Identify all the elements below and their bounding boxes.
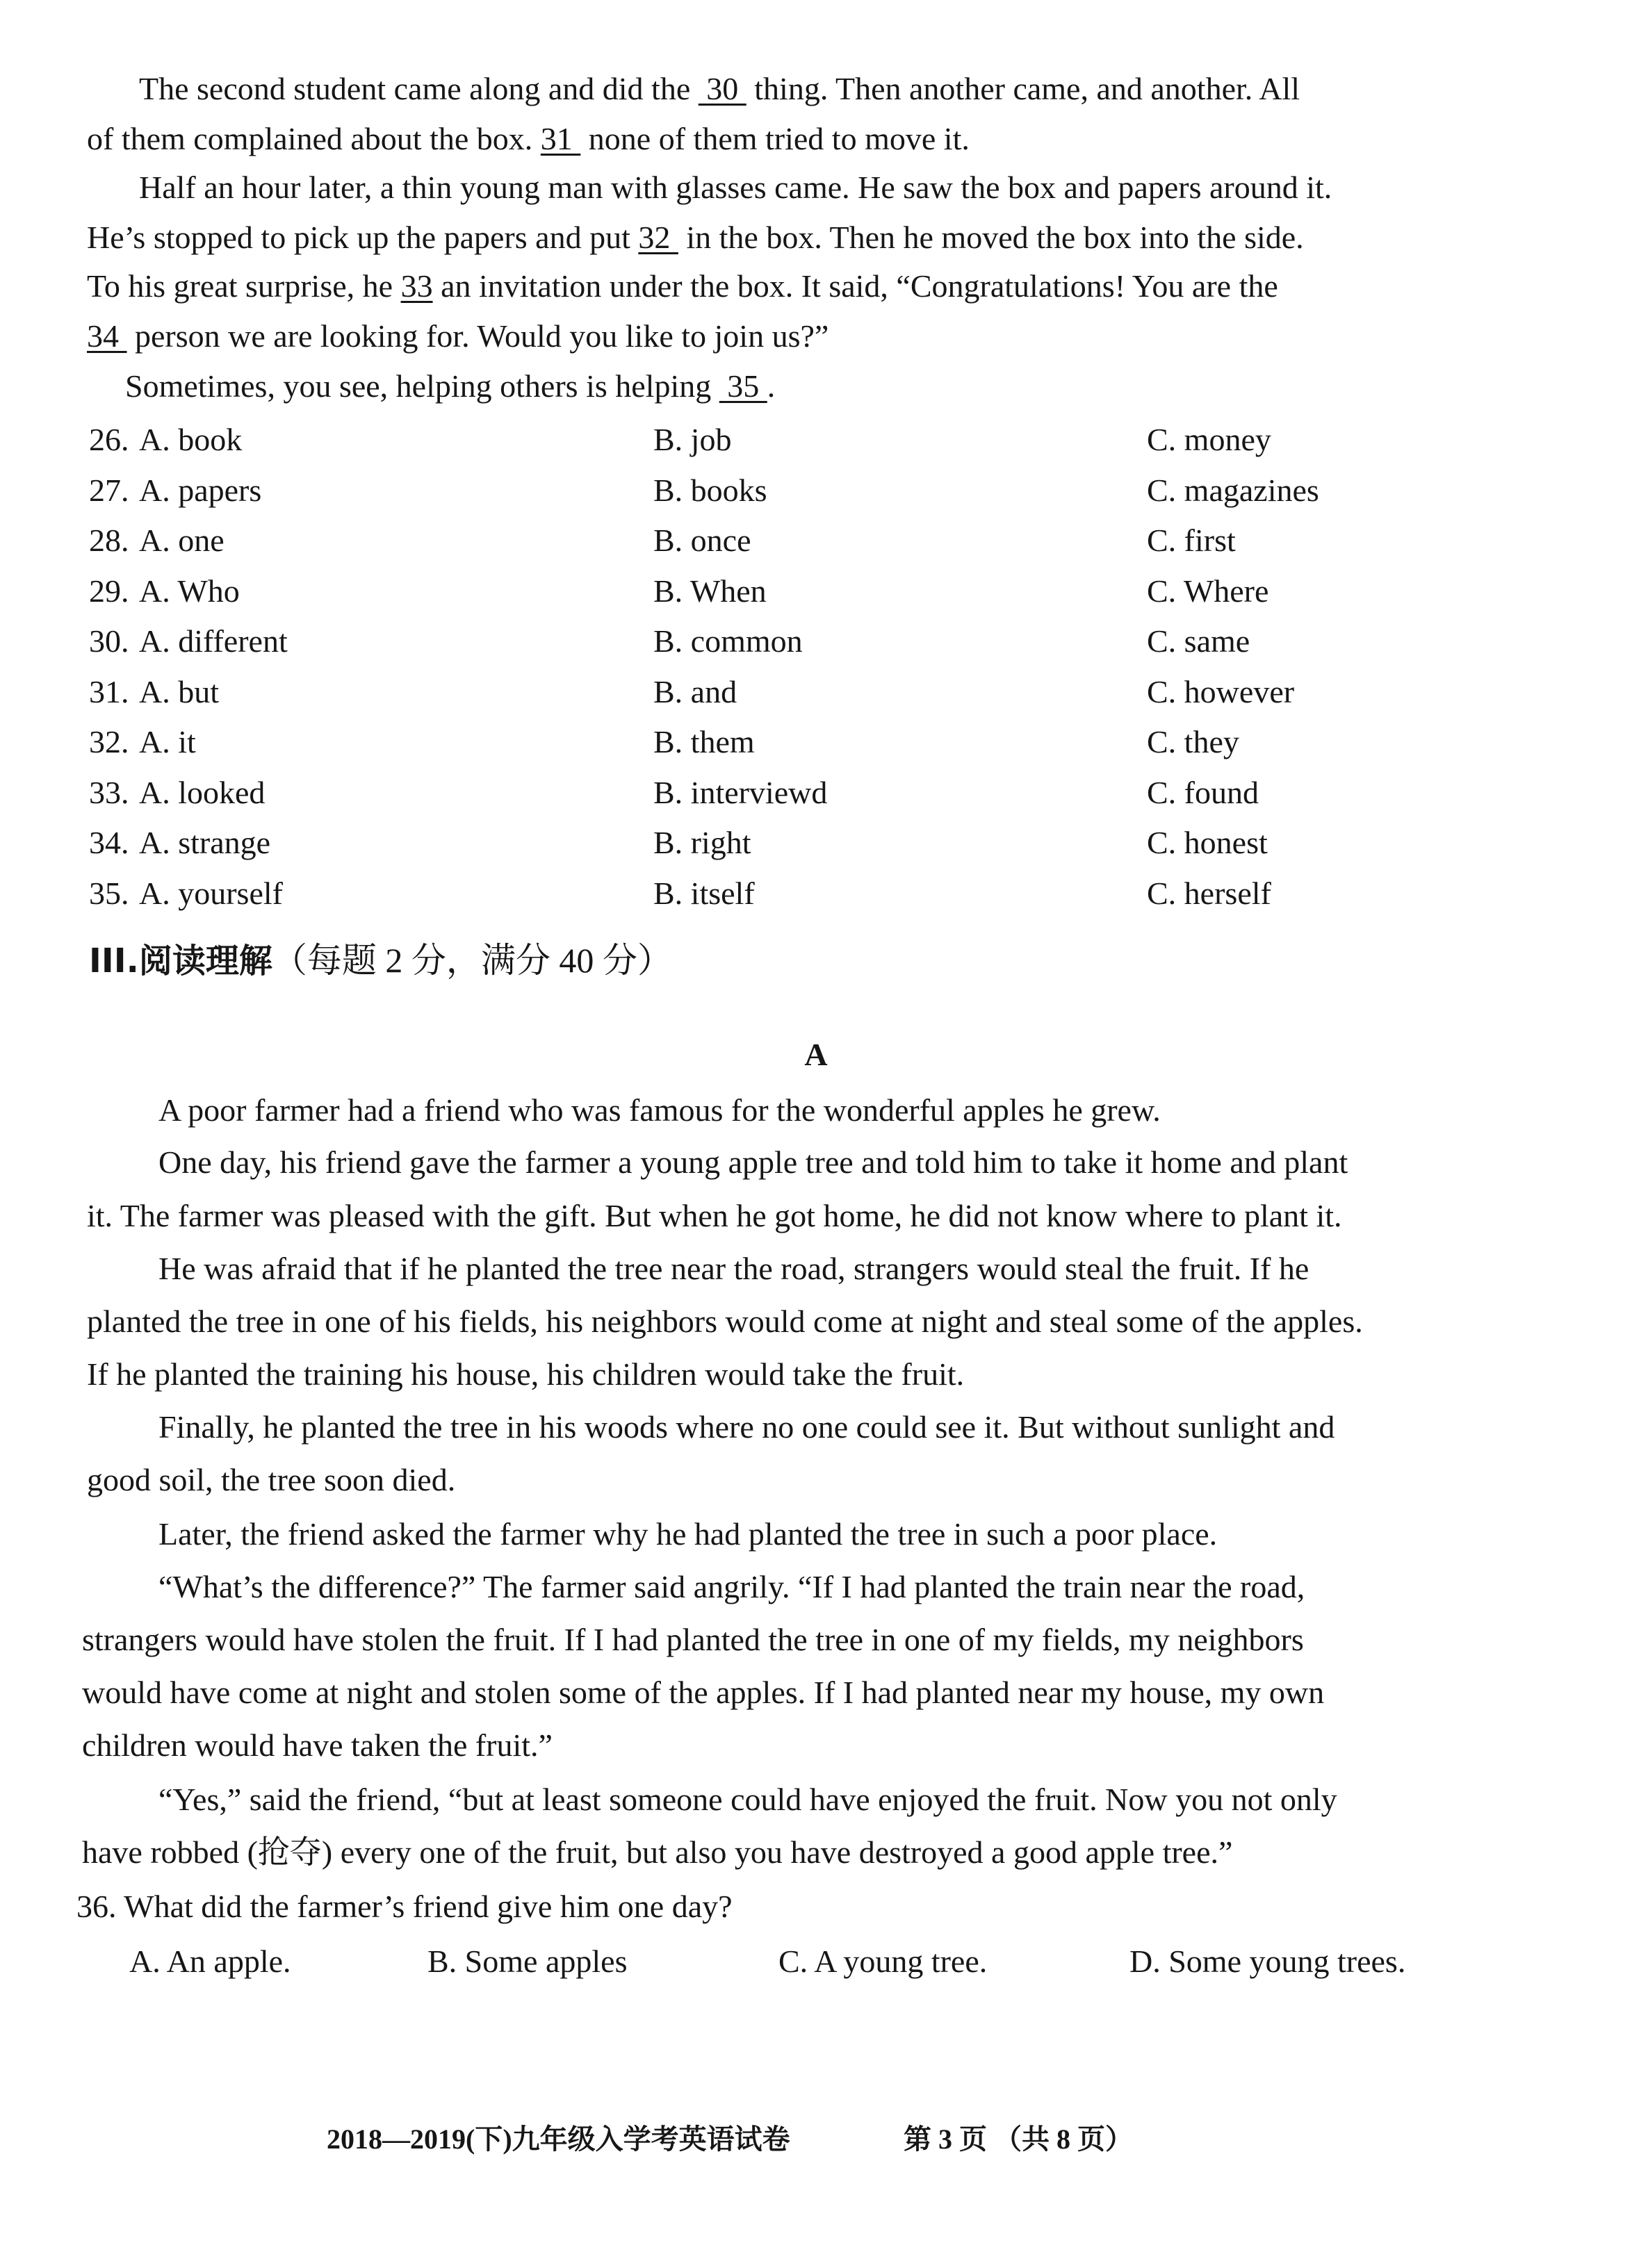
blank-33: 33 [400,268,433,304]
cloze-option-a[interactable]: A. different [139,623,288,659]
passage-text: good soil, the tree soon died. [87,1462,456,1497]
blank-35: 35 [719,368,767,404]
cloze-option-a[interactable]: A. book [139,422,243,457]
cloze-option-a[interactable]: A. it [139,724,196,759]
cloze-option-b[interactable]: B. once [653,523,751,558]
cloze-option-b[interactable]: B. job [653,422,732,457]
passage-text: He was afraid that if he planted the tree near the road, strangers would steal the fruit. If he [158,1251,1309,1286]
question-number: 28. [89,523,129,558]
passage-line [0,1780,1632,1818]
passage-line [0,1091,1632,1129]
cloze-option-b[interactable]: B. itself [653,875,755,911]
section-heading [89,939,672,982]
question-number: 29. [89,573,129,609]
passage-line [0,1249,1632,1288]
footer-page-number: 第 3 页 （共 8 页） [904,2123,1133,2155]
passage-label: A [804,1037,828,1072]
cloze-text: The second student came along and did the [139,71,699,106]
cloze-option-c[interactable]: C. herself [1147,875,1271,911]
cloze-option-a[interactable]: A. but [139,673,219,709]
cloze-line-1 [0,69,1632,108]
question-36-stem [0,1887,1632,1925]
cloze-option-c[interactable]: C. first [1147,523,1236,558]
cloze-option-a[interactable]: A. looked [139,774,266,810]
passage-line [0,1143,1632,1181]
cloze-option-b[interactable]: B. right [653,825,751,860]
question-36-option-d[interactable]: D. Some young trees. [1129,1944,1406,1979]
passage-text: it. The farmer was pleased with the gift. But when he got home, he did not know where to plant it. [87,1198,1342,1233]
passage-line [0,1673,1632,1711]
passage-text: children would have taken the fruit.” [82,1727,553,1763]
section-title: 阅读理解 [138,942,272,980]
passage-line [0,1197,1632,1235]
passage-text: would have come at night and stolen some of the apples. If I had planted near my house, my own [82,1675,1325,1710]
blank-32: 32 [638,220,678,255]
cloze-option-b[interactable]: B. common [653,623,803,659]
cloze-line-2 [0,120,1632,158]
question-number: 30. [89,623,129,659]
section-numeral: III. [89,942,139,980]
question-36-option-a[interactable]: A. An apple. [129,1944,291,1979]
cloze-text: in the box. Then he moved the box into the side. [678,220,1304,255]
passage-line [0,1461,1632,1499]
question-number: 26. [89,422,129,457]
question-number: 31. [89,673,129,709]
question-number: 35. [89,875,129,911]
cloze-option-b[interactable]: B. When [653,573,767,609]
passage-text: One day, his friend gave the farmer a young apple tree and told him to take it home and plant [158,1144,1348,1180]
passage-line [0,1355,1632,1393]
cloze-line-4 [0,218,1632,256]
passage-line [0,1568,1632,1606]
cloze-line-5 [0,267,1632,305]
cloze-text: Half an hour later, a thin young man with glasses came. He saw the box and papers around it. [139,170,1332,205]
section-score-note: （每题 2 分，满分 40 分） [272,941,672,980]
cloze-option-b[interactable]: B. interviewd [653,774,828,810]
passage-line [0,1515,1632,1553]
passage-line [0,1833,1632,1871]
cloze-text: To his great surprise, he [87,268,401,304]
passage-text: “Yes,” said the friend, “but at least someone could have enjoyed the fruit. Now you not only [158,1782,1337,1817]
cloze-text: person we are looking for. Would you like to join us?” [127,318,829,354]
blank-30: 30 [698,71,746,106]
passage-text: Finally, he planted the tree in his woods where no one could see it. But without sunlight and [158,1409,1335,1445]
question-text: 36. What did the farmer’s friend give him one day? [76,1889,733,1924]
cloze-option-c[interactable]: C. honest [1147,825,1268,860]
passage-text: A poor farmer had a friend who was famous for the wonderful apples he grew. [158,1092,1161,1128]
passage-text: have robbed (抢夺) every one of the fruit, but also you have destroyed a good apple tree.” [82,1834,1233,1870]
passage-text: strangers would have stolen the fruit. If I had planted the tree in one of my fields, my neighbors [82,1622,1304,1657]
cloze-option-c[interactable]: C. money [1147,422,1271,457]
passage-line [0,1302,1632,1340]
cloze-text: He’s stopped to pick up the papers and put [87,220,639,255]
passage-line [0,1726,1632,1764]
question-number: 27. [89,472,129,508]
cloze-option-a[interactable]: A. strange [139,825,271,860]
question-number: 32. [89,724,129,759]
cloze-option-c[interactable]: C. they [1147,724,1239,759]
cloze-text: an invitation under the box. It said, “Congratulations! You are the [432,268,1278,304]
cloze-option-b[interactable]: B. and [653,673,737,709]
cloze-option-c[interactable]: C. found [1147,774,1259,810]
cloze-line-3 [0,168,1632,206]
cloze-text: of them complained about the box. [87,121,541,156]
cloze-line-7 [0,367,1632,405]
cloze-option-a[interactable]: A. one [139,523,225,558]
cloze-option-a[interactable]: A. yourself [139,875,283,911]
footer-exam-title: 2018—2019(下)九年级入学考英语试卷 [327,2123,790,2155]
question-36-option-c[interactable]: C. A young tree. [778,1944,988,1979]
passage-text: If he planted the training his house, his children would take the fruit. [87,1356,965,1392]
cloze-option-c[interactable]: C. magazines [1147,472,1319,508]
cloze-text: none of them tried to move it. [580,121,970,156]
cloze-option-a[interactable]: A. Who [139,573,240,609]
cloze-option-c[interactable]: C. Where [1147,573,1269,609]
cloze-option-c[interactable]: C. same [1147,623,1250,659]
passage-line [0,1620,1632,1659]
cloze-option-b[interactable]: B. books [653,472,767,508]
cloze-option-a[interactable]: A. papers [139,472,262,508]
passage-text: “What’s the difference?” The farmer said angrily. “If I had planted the train near the road, [158,1569,1305,1604]
question-number: 34. [89,825,129,860]
cloze-text: . [767,368,776,404]
cloze-text: Sometimes, you see, helping others is helping [125,368,719,404]
passage-line [0,1408,1632,1446]
passage-text: planted the tree in one of his fields, his neighbors would come at night and steal some of the apples. [87,1304,1363,1339]
question-36-option-b[interactable]: B. Some apples [427,1944,628,1979]
blank-31: 31 [540,121,581,156]
cloze-line-6 [0,317,1632,355]
cloze-text: thing. Then another came, and another. All [746,71,1300,106]
question-number: 33. [89,774,129,810]
cloze-option-b[interactable]: B. them [653,724,755,759]
cloze-option-c[interactable]: C. however [1147,673,1295,709]
passage-text: Later, the friend asked the farmer why he had planted the tree in such a poor place. [158,1516,1218,1552]
blank-34: 34 [87,318,127,354]
